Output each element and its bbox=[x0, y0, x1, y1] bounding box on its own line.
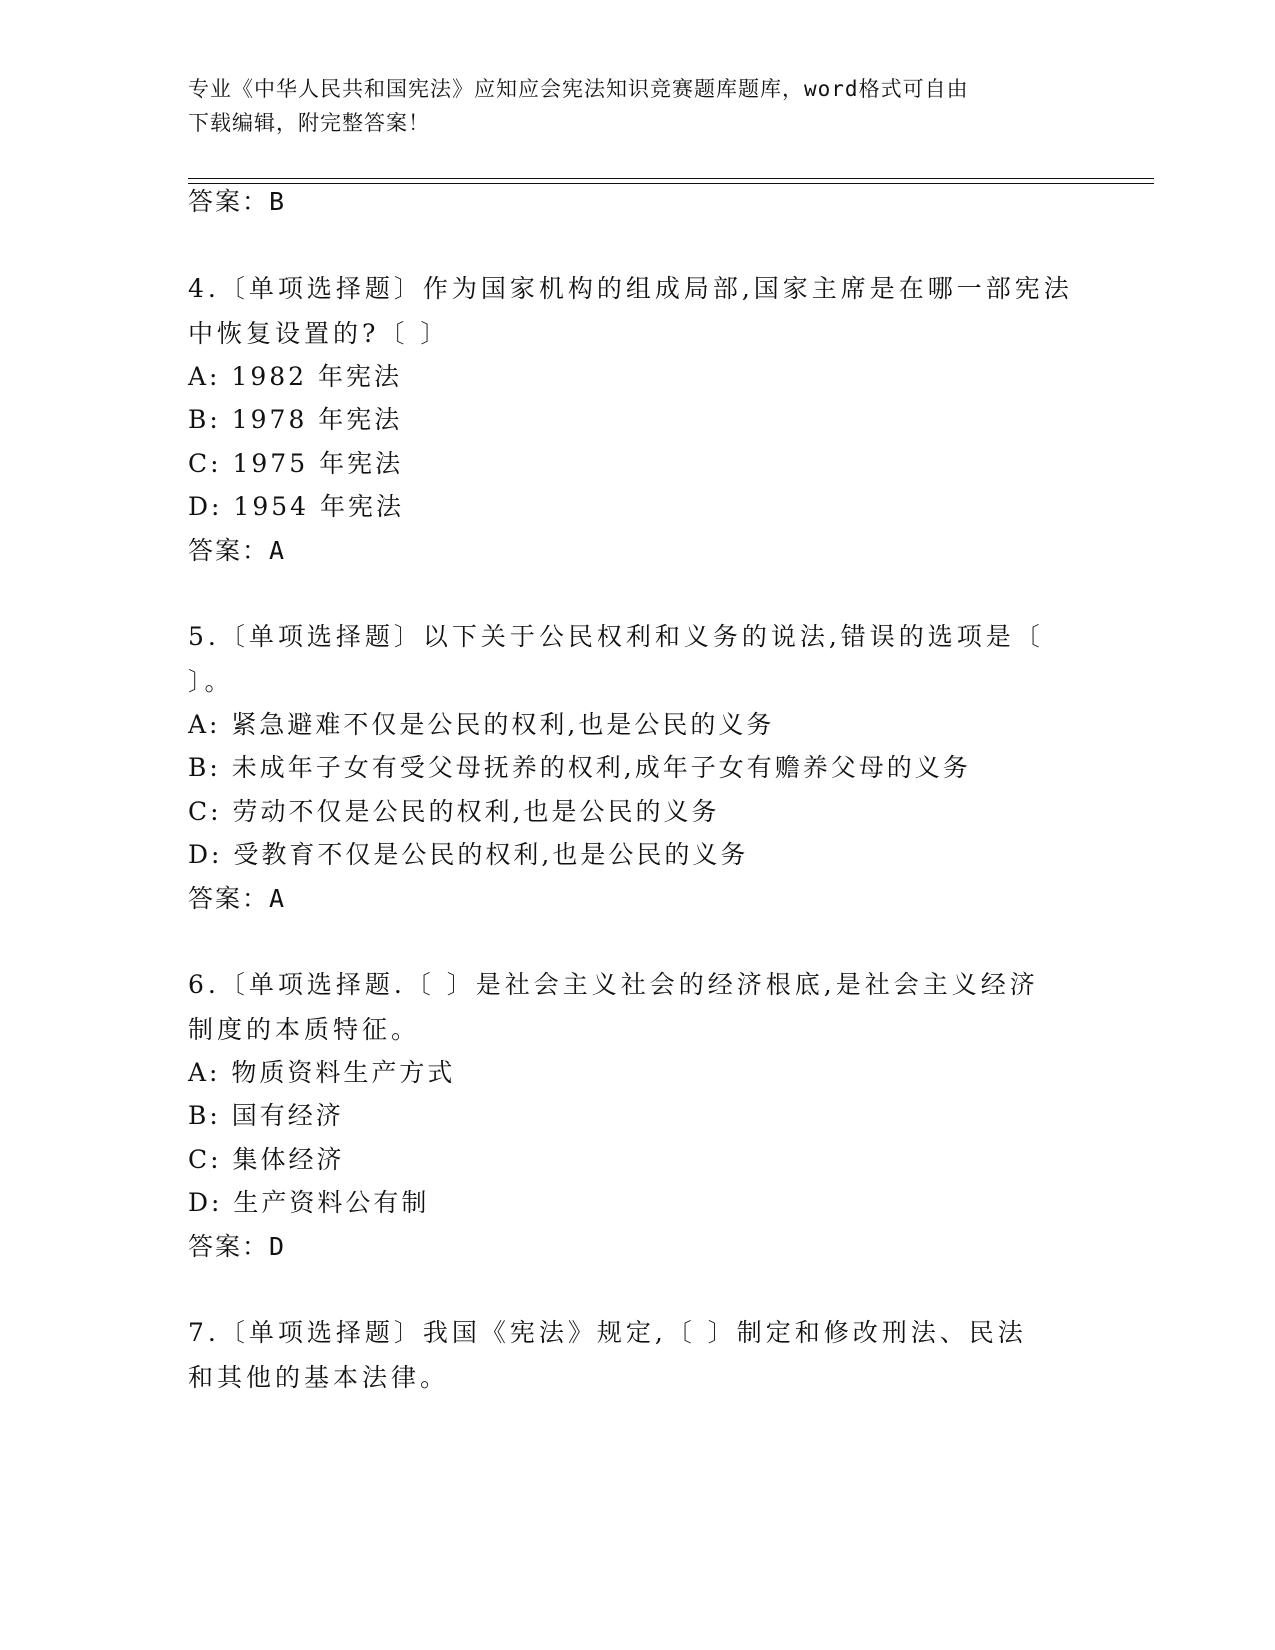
question-6-line-1: 6.〔单项选择题.〔 〕是社会主义社会的经济根底,是社会主义经济 bbox=[188, 970, 1039, 999]
question-4-line-1: 4.〔单项选择题〕作为国家机构的组成局部,国家主席是在哪一部宪法 bbox=[188, 274, 1073, 303]
question-5-line-1: 5.〔单项选择题〕以下关于公民权利和义务的说法,错误的选项是〔 bbox=[188, 622, 1044, 651]
question-7-line-1: 7.〔单项选择题〕我国《宪法》规定,〔 〕制定和修改刑法、民法 bbox=[188, 1318, 1027, 1347]
question-5-option-a: A: 紧急避难不仅是公民的权利,也是公民的义务 bbox=[188, 710, 775, 739]
question-4-option-c: C: 1975 年宪法 bbox=[188, 449, 404, 478]
question-4-line-2: 中恢复设置的?〔 〕 bbox=[188, 319, 450, 348]
header-divider-top bbox=[188, 178, 1154, 179]
question-4 bbox=[188, 266, 1088, 356]
question-6-option-d: D: 生产资料公有制 bbox=[188, 1188, 430, 1217]
question-6-option-a: A: 物质资料生产方式 bbox=[188, 1058, 456, 1087]
question-5-option-b: B: 未成年子女有受父母抚养的权利,成年子女有赡养父母的义务 bbox=[188, 753, 971, 782]
question-5 bbox=[188, 614, 1088, 704]
question-5-option-d: D: 受教育不仅是公民的权利,也是公民的义务 bbox=[188, 840, 749, 869]
question-4-option-a: A: 1982 年宪法 bbox=[188, 362, 402, 391]
question-6-option-b: B: 国有经济 bbox=[188, 1101, 344, 1130]
header-line-2: 下载编辑，附完整答案！ bbox=[188, 111, 430, 135]
question-4-answer: 答案：A bbox=[188, 536, 287, 565]
question-5-option-c: C: 劳动不仅是公民的权利,也是公民的义务 bbox=[188, 797, 720, 826]
question-6-option-c: C: 集体经济 bbox=[188, 1145, 345, 1174]
answer-previous: 答案：B bbox=[188, 187, 287, 216]
header-line-1: 专业《中华人民共和国宪法》应知应会宪法知识竞赛题库题库，word格式可自由 bbox=[188, 77, 969, 101]
question-6-line-2: 制度的本质特征。 bbox=[188, 1015, 421, 1044]
question-6-answer: 答案：D bbox=[188, 1232, 287, 1261]
question-5-answer: 答案：A bbox=[188, 884, 287, 913]
document-header bbox=[188, 72, 1088, 140]
question-7-line-2: 和其他的基本法律。 bbox=[188, 1363, 450, 1392]
question-6 bbox=[188, 962, 1088, 1052]
question-4-option-d: D: 1954 年宪法 bbox=[188, 492, 404, 521]
header-divider-bottom bbox=[188, 183, 1154, 184]
question-7 bbox=[188, 1310, 1088, 1400]
question-4-option-b: B: 1978 年宪法 bbox=[188, 405, 403, 434]
question-5-line-2: 〕。 bbox=[188, 667, 234, 696]
